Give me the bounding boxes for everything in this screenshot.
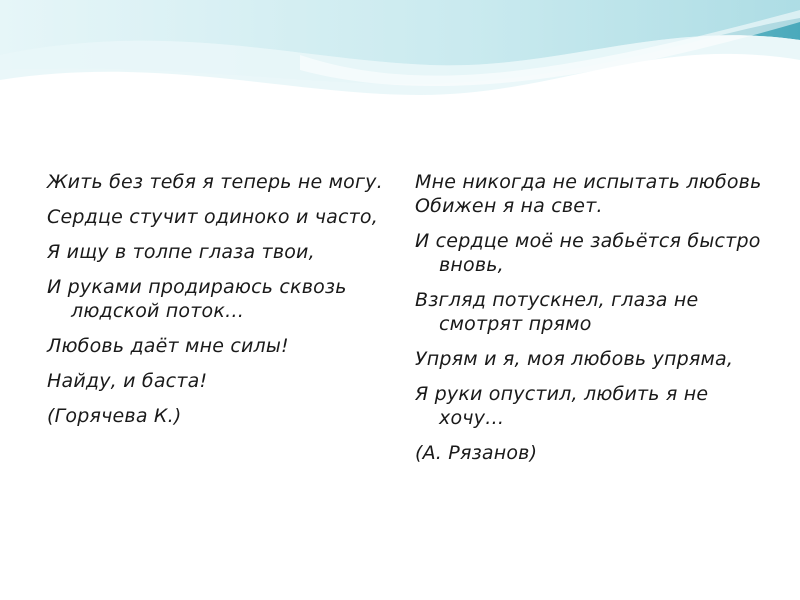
poem-line: Жить без тебя я теперь не могу.	[47, 171, 383, 193]
poem-author: (А. Рязанов)	[415, 442, 538, 464]
poem-line: Я ищу в толпе глаза твои,	[47, 241, 315, 263]
poem-left-column	[47, 170, 392, 439]
poem-line: Я руки опустил, любить я не хочу…	[415, 383, 709, 429]
poem-line: Взгляд потускнел, глаза не смотрят прямо	[415, 289, 699, 335]
poem-line: И руками продираюсь сквозь людской поток…	[47, 276, 347, 322]
poem-stanza	[415, 170, 775, 218]
poem-line: И сердце моё не забьётся быстро вновь,	[415, 230, 761, 276]
wave-header-decoration	[0, 0, 800, 130]
poem-line: Обижен я на свет.	[415, 195, 603, 217]
poem-line: Найду, и баста!	[47, 370, 208, 392]
poem-author: (Горячева К.)	[47, 405, 182, 427]
poem-line: Сердце стучит одиноко и часто,	[47, 206, 378, 228]
poem-line: Любовь даёт мне силы!	[47, 335, 289, 357]
poem-line: Упрям и я, моя любовь упряма,	[415, 348, 734, 370]
poem-line: Мне никогда не испытать любовь	[415, 171, 762, 193]
poem-right-column	[415, 170, 775, 476]
